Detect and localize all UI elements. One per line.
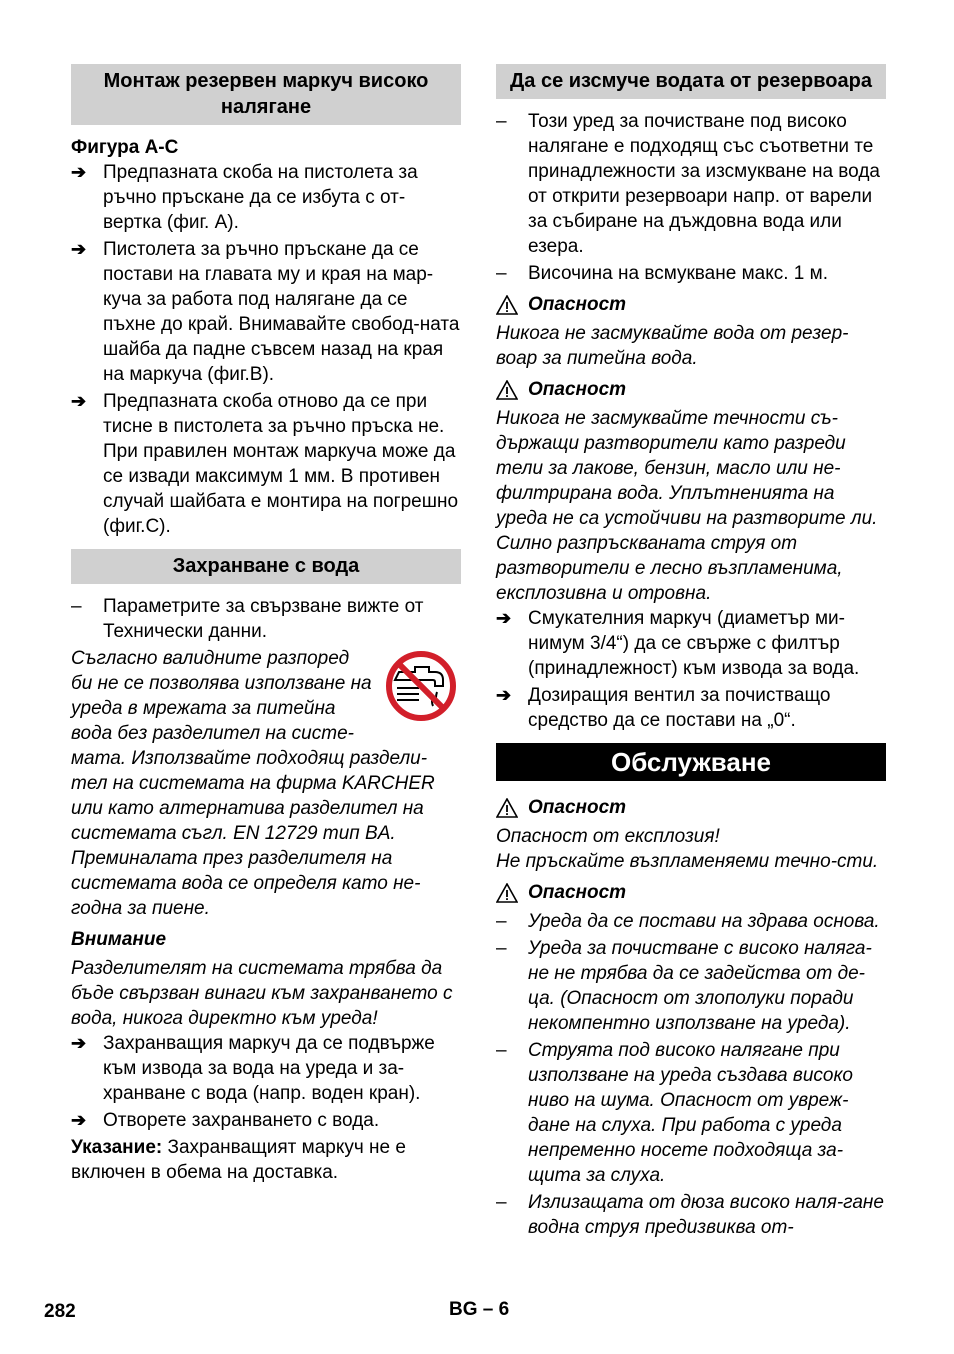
dash-marker: – [496,263,507,284]
attention-text: Разделителят на системата трябва да бъде свързван винаги към захранването с вода, никога директно към уреда! [71,958,453,1029]
list-item [496,1038,886,1188]
list-item [496,909,886,934]
arrow-icon: ➔ [71,391,87,411]
attention-label: Внимание [71,929,167,950]
danger-heading [496,880,886,905]
dash-marker: – [496,111,507,132]
list-item [496,606,886,681]
danger-heading [496,377,886,402]
instruction-text: Предпазната скоба на пистолета за ръчно пръскане да се избута с от-вертка (фиг. A). [103,162,418,233]
main-section-title: Обслужване [496,743,886,781]
danger-heading [496,292,886,317]
dash-text: Този уред за почистване под високо налягане е подходящ със съответни те принадлежности за изсмукване на вода от открити резервоари напр. от варели за събиране на дъждовна вода или езера. [528,111,880,257]
arrow-icon: ➔ [71,1033,87,1053]
note-label: Указание: [71,1137,163,1158]
dash-marker: – [496,938,507,959]
arrow-icon: ➔ [71,239,87,259]
note-paragraph [71,1135,461,1185]
instruction-text: Захранващия маркуч да се подвърже към извода за вода на уреда и за-хранване с вода (напр. воден кран). [103,1033,435,1104]
dash-marker: – [496,911,507,932]
figure-label: Фигура A-C [71,137,179,158]
list-item [71,237,461,387]
list-item [496,109,886,259]
warning-triangle-icon [496,883,518,903]
drinking-water-note [71,646,461,921]
right-column [496,64,886,1240]
instruction-text: Смукателния маркуч (диаметър ми-нимум 3/4“) да се свърже с филтър (принадлежност) към извода за вода. [528,608,860,679]
language-page-marker: BG – 6 [449,1299,510,1320]
danger-text: Никога не засмуквайте течности съ-държащи разтворители като разреди тели за лакове, бензин, масло или не-филтрирана вода. Уплътненията на уреда не са устойчиви на разтворите ли. Силно разпръскваната струя от разтворители е лесно възпламенима, експлозивна и отровна. [496,408,878,604]
dash-marker: – [496,1192,507,1213]
danger-text: Никога не засмуквайте вода от резер-воар за питейна вода. [496,323,849,369]
warning-triangle-icon [496,798,518,818]
arrow-icon: ➔ [71,1110,87,1130]
dash-text: Уреда за почистване с високо наляга-не не трябва да се задейства от де-ца. (Опасност от злополуки поради некомпентно използване на уреда). [528,938,872,1034]
section-title-water-supply: Захранване с вода [71,549,461,584]
danger-text: Опасност от експлозия! [496,826,720,847]
list-item [71,160,461,235]
dash-marker: – [496,1040,507,1061]
danger-label: Опасност [528,294,627,315]
instruction-text: Отворете захранването с вода. [103,1110,380,1131]
arrow-icon: ➔ [71,162,87,182]
no-drinking-water-icon [385,650,457,722]
section-title-hose-mount: Монтаж резервен маркуч високо налягане [71,64,461,125]
list-item [496,1190,886,1240]
left-column [71,64,461,1185]
danger-label: Опасност [528,797,627,818]
list-item [71,1108,461,1133]
list-item [496,936,886,1036]
arrow-icon: ➔ [496,685,512,705]
instruction-text: Предпазната скоба отново да се при тисне в пистолета за ръчно пръска не. При правилен монтаж маркуча може да се извади максимум 1 мм. В противен случай шайбата е монтира на погрешно (фиг.C). [103,391,459,537]
dash-text: Струята под високо налягане при използване на уреда създава високо ниво на шума. Опасност от увреж-дане на слуха. При работа с уреда непременно носете подходяща за-щита за слуха. [528,1040,853,1186]
italic-paragraph: Съгласно валидните разпоред би не се позволява използване на уреда в мрежата за питейна вода без разделител на систе-мата. Използвайте подходящ раздели-тел на системата на фирма KARCHER или като алтернатива разделител на системата съгл. EN 12729 тип BA. Преминалата през разделителя на системата вода се определя като не-годна за пиене. [71,646,461,921]
list-item [71,1031,461,1106]
instruction-text: Пистолета за ръчно пръскане да се постави на главата му и края на мар-куча за работа под налягане да се пъхне до край. Внимавайте свобод-ната шайба да падне съвсем назад на края на маркуча (фиг.B). [103,239,460,385]
arrow-icon: ➔ [496,608,512,628]
warning-triangle-icon [496,380,518,400]
dash-text: Височина на всмукване макс. 1 м. [528,263,828,284]
danger-label: Опасност [528,379,627,400]
danger-label: Опасност [528,882,627,903]
section-title-tank-suction: Да се изсмуче водата от резервоара [496,64,886,99]
list-item [71,594,461,644]
dash-text: Излизащата от дюза високо наля-гане водна струя предизвиква от- [528,1192,884,1238]
danger-text: Не пръскайте възпламеняеми течно-сти. [496,851,879,872]
dash-text: Уреда да се постави на здрава основа. [528,911,880,932]
danger-heading [496,795,886,820]
list-item [71,389,461,539]
instruction-text: Дозиращия вентил за почистващо средство да се постави на „0“. [528,685,831,731]
note-text: Захранващият маркуч не е включен в обема на доставка. [71,1137,406,1183]
warning-triangle-icon [496,295,518,315]
dash-marker: – [71,596,82,617]
list-item [496,261,886,286]
list-item [496,683,886,733]
dash-text: Параметрите за свързване вижте от Технически данни. [103,596,424,642]
page-number: 282 [44,1301,76,1322]
